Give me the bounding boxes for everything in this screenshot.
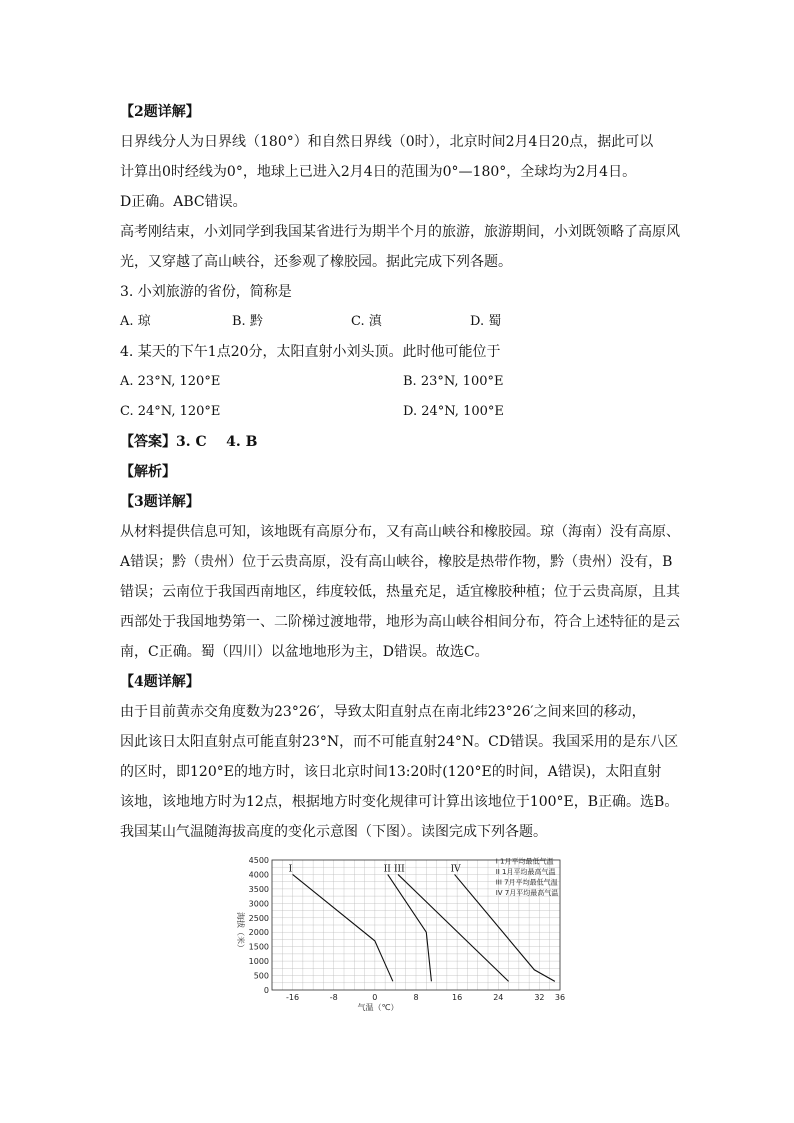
answer-line: 【答案】3. C 4. B [120, 434, 258, 450]
temperature-altitude-chart [238, 852, 578, 1012]
sec3-line-4: 西部处于我国地势第一、二阶梯过渡地带，地形为高山峡谷相间分布，符合上述特征的是云 [120, 614, 680, 630]
series-line-3 [398, 874, 509, 981]
q4-stem: 4. 某天的下午1点20分，太阳直射小刘头顶。此时他可能位于 [120, 344, 501, 360]
x-tick-label: -8 [329, 993, 338, 1002]
y-tick-label: 4500 [248, 856, 269, 865]
series-label-3: III [394, 864, 405, 875]
sec3-line-1: 从材料提供信息可知，该地既有高原分布，又有高山峡谷和橡胶园。琼（海南）没有高原、 [120, 524, 680, 540]
q3-option-d: D. 蜀 [470, 314, 502, 329]
sec2-line-3: D正确。ABC错误。 [120, 194, 247, 210]
y-tick-label: 4000 [248, 870, 269, 880]
series-line-1 [293, 874, 393, 981]
analysis-heading: 【解析】 [120, 464, 176, 480]
material-line-1: 高考刚结束，小刘同学到我国某省进行为期半个月的旅游，旅游期间，小刘既领略了高原风 [120, 224, 680, 240]
series-label-4: IV [450, 864, 461, 875]
sec3-heading: 【3题详解】 [120, 494, 200, 510]
sec3-line-2: A错误；黔（贵州）位于云贵高原，没有高山峡谷，橡胶是热带作物，黔（贵州）没有，B [120, 554, 673, 570]
series-line-2 [388, 874, 432, 981]
q4-option-d: D. 24°N, 100°E [403, 404, 504, 419]
x-tick-label: 8 [413, 993, 419, 1002]
y-tick-label: 2500 [248, 913, 269, 923]
sec4-heading: 【4题详解】 [120, 674, 200, 690]
x-tick-label: -16 [286, 993, 300, 1002]
series-label-1: I [288, 864, 293, 875]
sec2-heading: 【2题详解】 [120, 104, 200, 120]
sec2-line-2: 计算出0时经线为0°，地球上已进入2月4日的范围为0°—180°，全球均为2月4日。 [120, 164, 637, 180]
legend-entry-2: II 1月平均最高气温 [495, 867, 556, 876]
series-label-2: II [383, 864, 391, 875]
q4-option-b: B. 23°N, 100°E [403, 374, 504, 389]
y-tick-label: 3500 [248, 884, 269, 894]
sec2-line-1: 日界线分人为日界线（180°）和自然日界线（0时），北京时间2月4日20点，据此可以 [120, 134, 654, 150]
y-tick-label: 1000 [248, 957, 269, 967]
q3-option-a: A. 琼 [120, 314, 151, 329]
x-tick-label: 32 [534, 993, 545, 1002]
q3-option-c: C. 滇 [351, 314, 382, 329]
y-tick-label: 1500 [248, 942, 269, 952]
y-tick-label: 500 [253, 971, 269, 981]
q3-stem: 3. 小刘旅游的省份，简称是 [120, 284, 292, 300]
y-tick-label: 3000 [248, 899, 269, 909]
x-tick-label: 36 [554, 993, 566, 1002]
q3-option-b: B. 黔 [232, 314, 263, 329]
sec3-line-3: 错误；云南位于我国西南地区，纬度较低，热量充足，适宜橡胶种植；位于云贵高原，且其 [120, 584, 680, 600]
q4-option-c: C. 24°N, 120°E [120, 404, 221, 419]
sec4-line-5: 我国某山气温随海拔高度的变化示意图（下图）。读图完成下列各题。 [120, 824, 547, 840]
legend-entry-1: I 1月平均最低气温 [495, 857, 554, 866]
material-line-2: 光，又穿越了高山峡谷，还参观了橡胶园。据此完成下列各题。 [120, 254, 512, 270]
sec3-line-5: 南，C正确。蜀（四川）以盆地地形为主，D错误。故选C。 [120, 644, 489, 660]
x-axis-label: 气温（℃） [357, 1003, 399, 1012]
sec4-line-3: 的区时，即120°E的地方时，该日北京时间13:20时(120°E的时间，A错误)，太阳直射 [120, 764, 662, 780]
sec4-line-4: 该地，该地地方时为12点，根据地方时变化规律可计算出该地位于100°E，B正确。选B。 [120, 794, 679, 810]
y-tick-label: 2000 [248, 928, 269, 938]
legend-entry-3: III 7月平均最低气温 [495, 878, 558, 887]
x-tick-label: 0 [372, 993, 378, 1002]
y-tick-label: 0 [263, 986, 269, 995]
sec4-line-2: 因此该日太阳直射点可能直射23°N，而不可能直射24°N。CD错误。我国采用的是东八区 [120, 734, 679, 750]
sec4-line-1: 由于目前黄赤交角度数为23°26′，导致太阳直射点在南北纬23°26′之间来回的移动， [120, 704, 646, 720]
y-axis-label: 海拔（米） [236, 912, 245, 952]
legend-entry-4: IV 7月平均最高气温 [495, 888, 559, 897]
x-tick-label: 16 [452, 993, 463, 1002]
x-tick-label: 24 [493, 993, 504, 1002]
q4-option-a: A. 23°N, 120°E [120, 374, 221, 389]
